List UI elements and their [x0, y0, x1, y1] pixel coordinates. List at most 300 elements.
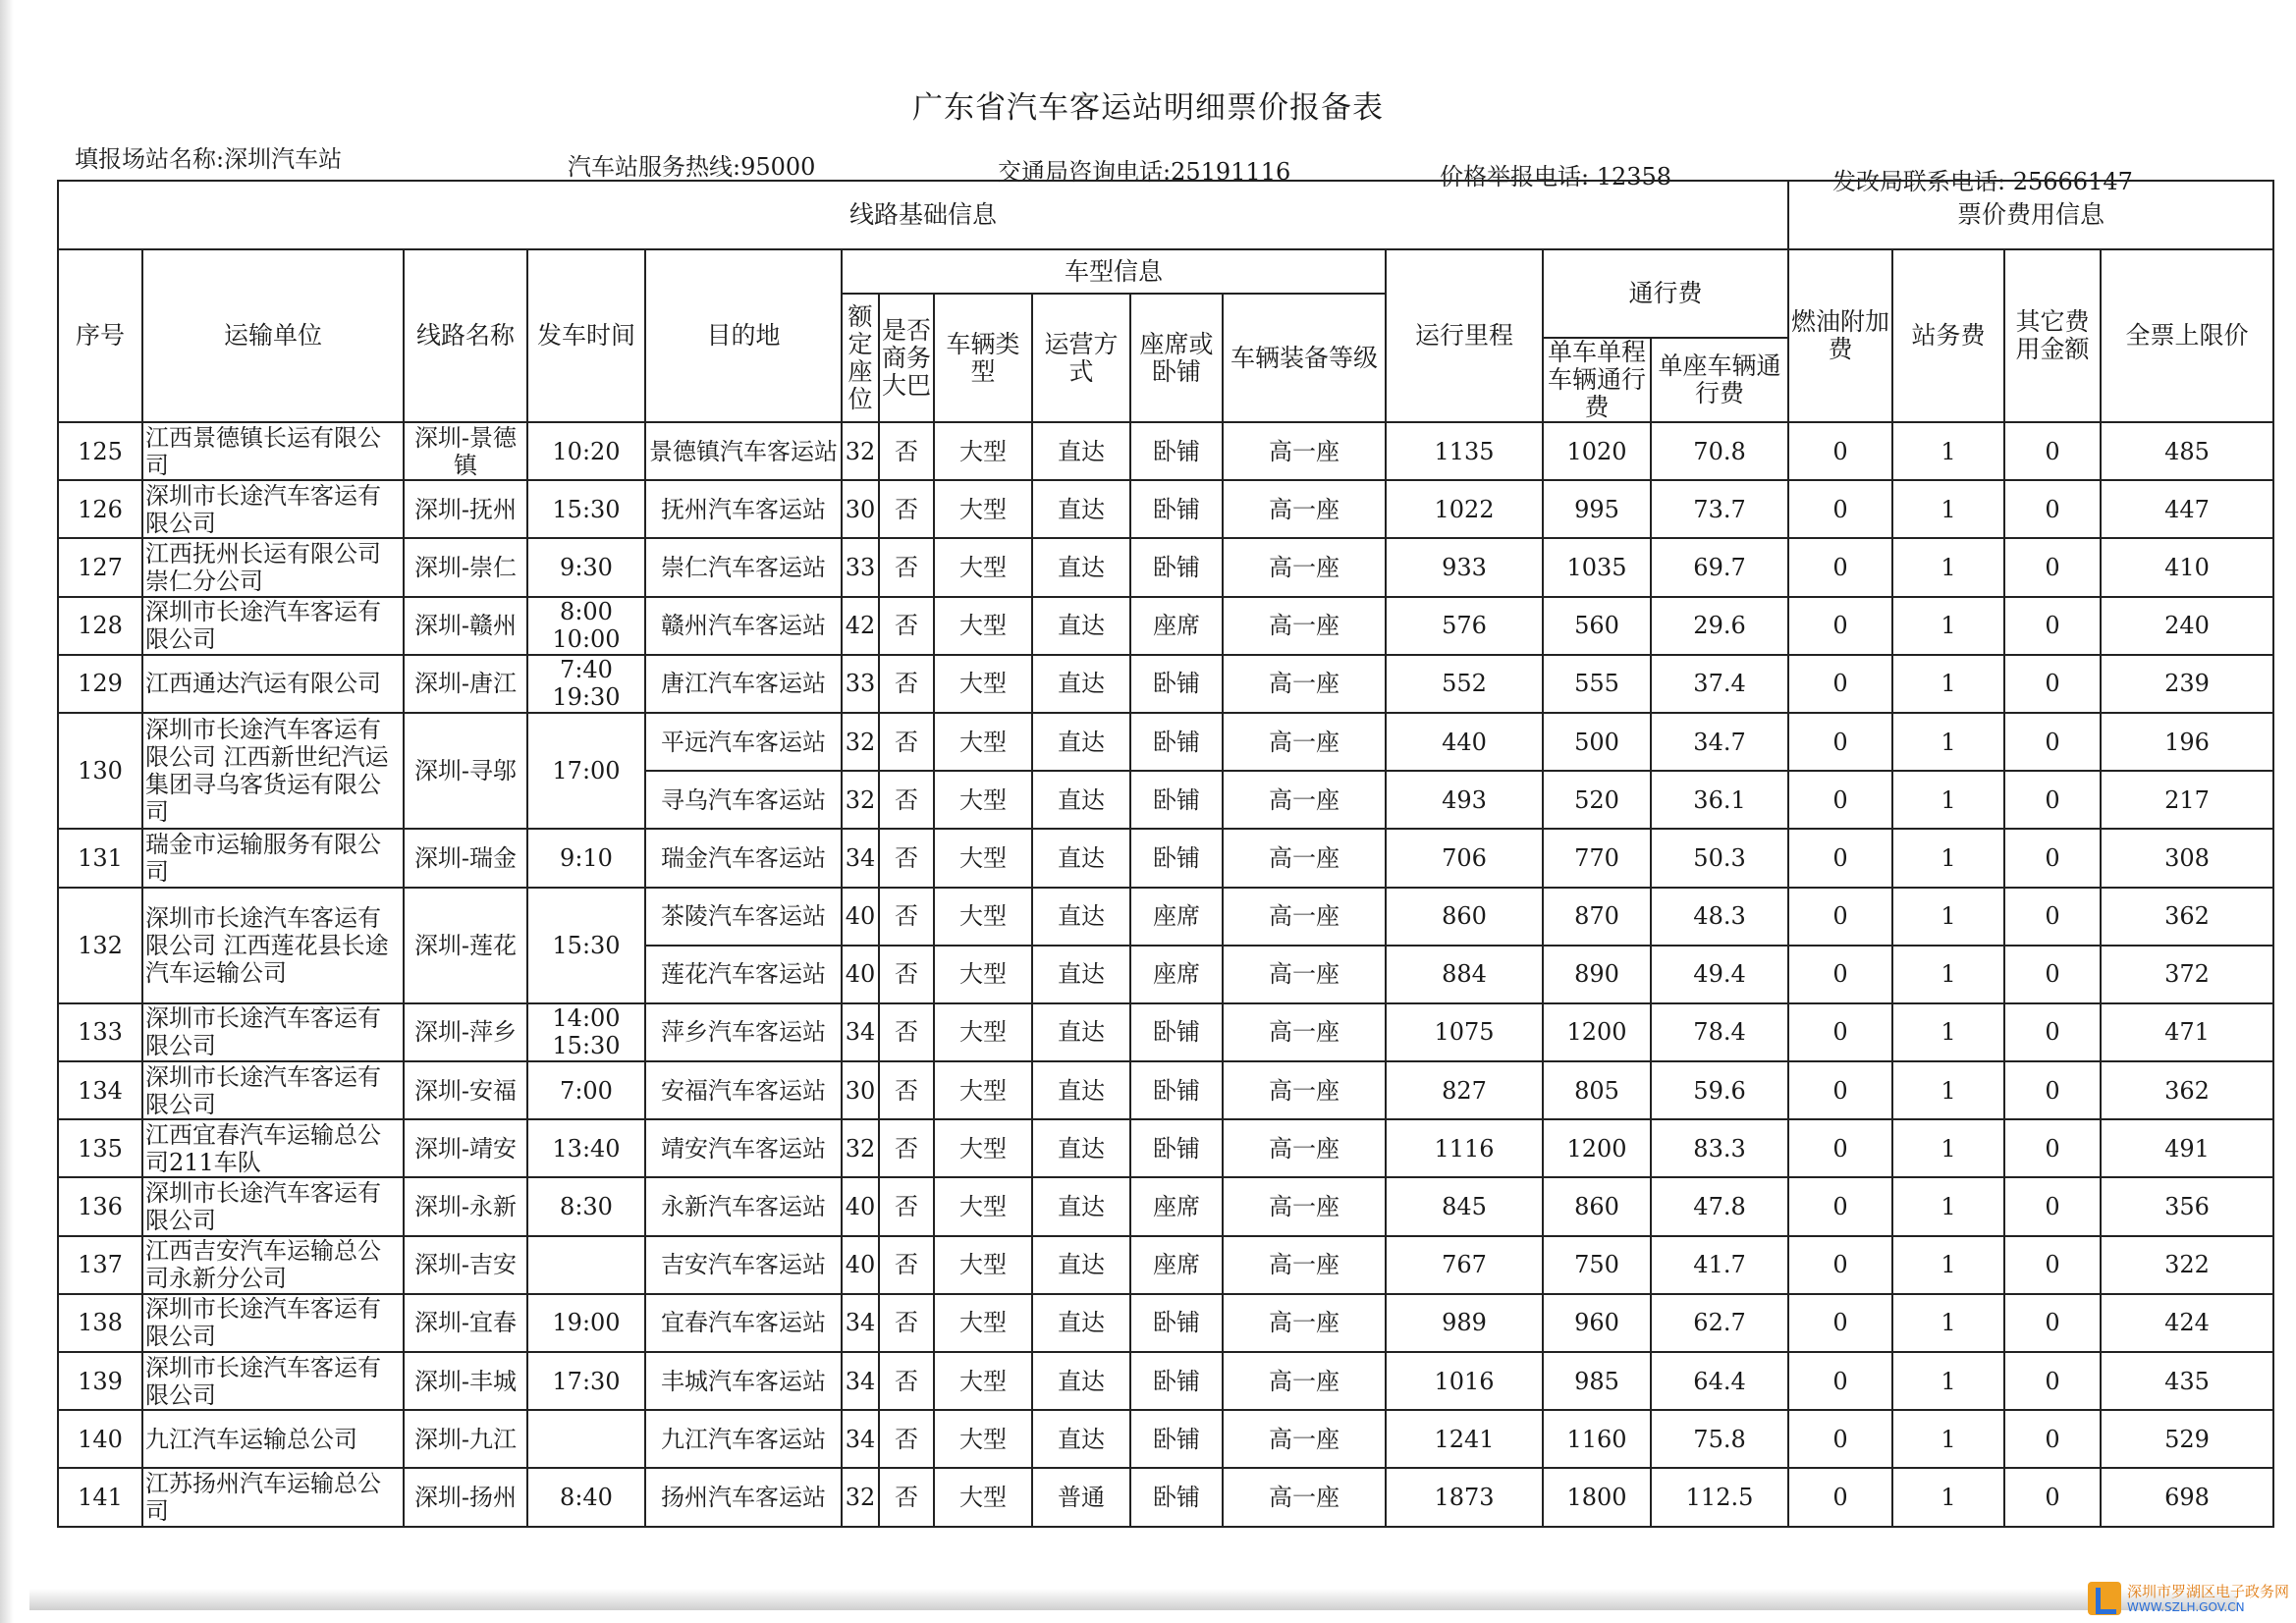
cell-seq: 125	[58, 422, 142, 480]
cell-max-price: 322	[2101, 1236, 2273, 1294]
cell-station-fee: 1	[1892, 655, 2004, 713]
cell-other-fee: 0	[2004, 480, 2101, 538]
station-name: 填报场站名称:深圳汽车站	[75, 145, 343, 173]
cell-fuel-surcharge: 0	[1788, 480, 1892, 538]
cell-mileage: 1016	[1386, 1352, 1543, 1410]
cell-other-fee: 0	[2004, 1119, 2101, 1177]
cell-business: 否	[879, 1177, 934, 1235]
cell-route: 深圳-扬州	[404, 1468, 527, 1526]
cell-vehicle-type: 大型	[934, 713, 1032, 771]
cell-route: 深圳-瑞金	[404, 829, 527, 887]
cell-depart-time: 15:30	[527, 888, 645, 1003]
cell-grade: 高一座	[1223, 1410, 1386, 1468]
cell-max-price: 698	[2101, 1468, 2273, 1526]
cell-unit: 深圳市长途汽车客运有限公司	[142, 1177, 404, 1235]
header-max: 全票上限价	[2101, 249, 2273, 422]
cell-business: 否	[879, 1061, 934, 1119]
cell-business: 否	[879, 1410, 934, 1468]
cell-business: 否	[879, 1352, 934, 1410]
cell-destination: 景德镇汽车客运站	[645, 422, 842, 480]
table-row	[58, 1177, 2273, 1235]
cell-vehicle-type: 大型	[934, 1468, 1032, 1526]
cell-operation-mode: 直达	[1032, 946, 1130, 1003]
header-grade: 车辆装备等级	[1223, 294, 1386, 422]
cell-toll-seat: 112.5	[1651, 1468, 1788, 1526]
cell-mileage: 933	[1386, 538, 1543, 596]
cell-route: 深圳-吉安	[404, 1236, 527, 1294]
cell-vehicle-type: 大型	[934, 538, 1032, 596]
cell-destination: 宜春汽车客运站	[645, 1294, 842, 1352]
cell-fuel-surcharge: 0	[1788, 1468, 1892, 1526]
cell-business: 否	[879, 1468, 934, 1526]
cell-fuel-surcharge: 0	[1788, 1177, 1892, 1235]
cell-toll-single: 985	[1543, 1352, 1651, 1410]
cell-other-fee: 0	[2004, 538, 2101, 596]
cell-operation-mode: 直达	[1032, 1061, 1130, 1119]
cell-seq: 126	[58, 480, 142, 538]
cell-fuel-surcharge: 0	[1788, 1061, 1892, 1119]
cell-grade: 高一座	[1223, 1119, 1386, 1177]
cell-destination: 萍乡汽车客运站	[645, 1003, 842, 1061]
fare-table	[57, 180, 2274, 1528]
cell-toll-single: 995	[1543, 480, 1651, 538]
cell-business: 否	[879, 888, 934, 946]
cell-station-fee: 1	[1892, 946, 2004, 1003]
cell-vehicle-type: 大型	[934, 1119, 1032, 1177]
cell-destination: 平远汽车客运站	[645, 713, 842, 771]
cell-grade: 高一座	[1223, 829, 1386, 887]
cell-max-price: 424	[2101, 1294, 2273, 1352]
cell-route: 深圳-安福	[404, 1061, 527, 1119]
cell-destination: 安福汽车客运站	[645, 1061, 842, 1119]
cell-vehicle-type: 大型	[934, 888, 1032, 946]
cell-station-fee: 1	[1892, 480, 2004, 538]
cell-grade: 高一座	[1223, 771, 1386, 829]
cell-other-fee: 0	[2004, 946, 2101, 1003]
cell-depart-time	[527, 1410, 645, 1468]
cell-other-fee: 0	[2004, 888, 2101, 946]
table-row	[58, 1410, 2273, 1468]
cell-operation-mode: 直达	[1032, 713, 1130, 771]
table-row	[58, 597, 2273, 655]
cell-mileage: 1075	[1386, 1003, 1543, 1061]
header-mileage: 运行里程	[1386, 249, 1543, 422]
cell-operation-mode: 直达	[1032, 1003, 1130, 1061]
cell-station-fee: 1	[1892, 1119, 2004, 1177]
cell-toll-seat: 59.6	[1651, 1061, 1788, 1119]
cell-station-fee: 1	[1892, 888, 2004, 946]
cell-max-price: 362	[2101, 888, 2273, 946]
cell-station-fee: 1	[1892, 1061, 2004, 1119]
header-depart: 发车时间	[527, 249, 645, 422]
cell-operation-mode: 直达	[1032, 597, 1130, 655]
cell-mileage: 767	[1386, 1236, 1543, 1294]
cell-mileage: 1116	[1386, 1119, 1543, 1177]
cell-toll-seat: 83.3	[1651, 1119, 1788, 1177]
cell-operation-mode: 直达	[1032, 1410, 1130, 1468]
cell-grade: 高一座	[1223, 655, 1386, 713]
cell-seat-type: 卧铺	[1130, 1119, 1223, 1177]
header-business: 是否商务大巴	[879, 294, 934, 422]
cell-destination: 抚州汽车客运站	[645, 480, 842, 538]
cell-operation-mode: 直达	[1032, 829, 1130, 887]
cell-mileage: 706	[1386, 829, 1543, 887]
cell-unit: 深圳市长途汽车客运有限公司 江西新世纪汽运集团寻乌客货运有限公司	[142, 713, 404, 829]
cell-max-price: 372	[2101, 946, 2273, 1003]
header-unit: 运输单位	[142, 249, 404, 422]
cell-fuel-surcharge: 0	[1788, 1410, 1892, 1468]
cell-fuel-surcharge: 0	[1788, 597, 1892, 655]
cell-vehicle-type: 大型	[934, 1177, 1032, 1235]
cell-route: 深圳-宜春	[404, 1294, 527, 1352]
header-basic: 线路基础信息	[58, 181, 1788, 249]
cell-vehicle-type: 大型	[934, 1061, 1032, 1119]
cell-seats: 32	[842, 713, 879, 771]
cell-route: 深圳-赣州	[404, 597, 527, 655]
cell-seat-type: 卧铺	[1130, 1003, 1223, 1061]
cell-toll-single: 890	[1543, 946, 1651, 1003]
table-row	[58, 1119, 2273, 1177]
table-row	[58, 655, 2273, 713]
cell-max-price: 410	[2101, 538, 2273, 596]
cell-destination: 扬州汽车客运站	[645, 1468, 842, 1526]
cell-seats: 42	[842, 597, 879, 655]
cell-seq: 135	[58, 1119, 142, 1177]
cell-station-fee: 1	[1892, 1294, 2004, 1352]
cell-mileage: 493	[1386, 771, 1543, 829]
cell-seats: 32	[842, 422, 879, 480]
cell-vehicle-type: 大型	[934, 422, 1032, 480]
cell-mileage: 860	[1386, 888, 1543, 946]
cell-fuel-surcharge: 0	[1788, 422, 1892, 480]
cell-unit: 江苏扬州汽车运输总公司	[142, 1468, 404, 1526]
cell-depart-time: 17:30	[527, 1352, 645, 1410]
cell-toll-single: 500	[1543, 713, 1651, 771]
cell-operation-mode: 直达	[1032, 1119, 1130, 1177]
cell-toll-seat: 64.4	[1651, 1352, 1788, 1410]
cell-max-price: 447	[2101, 480, 2273, 538]
cell-toll-seat: 70.8	[1651, 422, 1788, 480]
cell-fuel-surcharge: 0	[1788, 1003, 1892, 1061]
cell-seats: 32	[842, 1119, 879, 1177]
cell-business: 否	[879, 771, 934, 829]
cell-grade: 高一座	[1223, 888, 1386, 946]
table-row	[58, 480, 2273, 538]
cell-toll-single: 1160	[1543, 1410, 1651, 1468]
cell-unit: 瑞金市运输服务有限公司	[142, 829, 404, 887]
table-row	[58, 1468, 2273, 1526]
cell-seats: 30	[842, 480, 879, 538]
cell-toll-seat: 37.4	[1651, 655, 1788, 713]
cell-grade: 高一座	[1223, 946, 1386, 1003]
cell-business: 否	[879, 1119, 934, 1177]
header-seat-type: 座席或卧铺	[1130, 294, 1223, 422]
cell-operation-mode: 直达	[1032, 538, 1130, 596]
table-row	[58, 1236, 2273, 1294]
cell-grade: 高一座	[1223, 422, 1386, 480]
transport-phone: 交通局咨询电话:25191116	[998, 158, 1291, 186]
cell-mileage: 989	[1386, 1294, 1543, 1352]
cell-depart-time: 8:00 10:00	[527, 597, 645, 655]
service-hotline: 汽车站服务热线:95000	[568, 153, 816, 181]
cell-fuel-surcharge: 0	[1788, 713, 1892, 771]
cell-route: 深圳-丰城	[404, 1352, 527, 1410]
cell-vehicle-type: 大型	[934, 655, 1032, 713]
cell-route: 深圳-唐江	[404, 655, 527, 713]
cell-business: 否	[879, 1294, 934, 1352]
cell-depart-time	[527, 1236, 645, 1294]
cell-toll-single: 1200	[1543, 1003, 1651, 1061]
cell-toll-seat: 50.3	[1651, 829, 1788, 887]
cell-mileage: 1873	[1386, 1468, 1543, 1526]
cell-seq: 140	[58, 1410, 142, 1468]
cell-unit: 江西抚州长运有限公司崇仁分公司	[142, 538, 404, 596]
table-row	[58, 1352, 2273, 1410]
cell-destination: 丰城汽车客运站	[645, 1352, 842, 1410]
cell-depart-time: 7:40 19:30	[527, 655, 645, 713]
table-row	[58, 1294, 2273, 1352]
cell-seats: 32	[842, 1468, 879, 1526]
cell-unit: 深圳市长途汽车客运有限公司	[142, 1061, 404, 1119]
cell-route: 深圳-九江	[404, 1410, 527, 1468]
cell-mileage: 1135	[1386, 422, 1543, 480]
cell-depart-time: 17:00	[527, 713, 645, 829]
cell-fuel-surcharge: 0	[1788, 946, 1892, 1003]
cell-other-fee: 0	[2004, 1061, 2101, 1119]
cell-toll-single: 805	[1543, 1061, 1651, 1119]
cell-toll-single: 1800	[1543, 1468, 1651, 1526]
cell-toll-single: 1020	[1543, 422, 1651, 480]
header-vtype: 车辆类型	[934, 294, 1032, 422]
header-route: 线路名称	[404, 249, 527, 422]
cell-seat-type: 座席	[1130, 597, 1223, 655]
document-title: 广东省汽车客运站明细票价报备表	[912, 90, 1384, 126]
cell-other-fee: 0	[2004, 1294, 2101, 1352]
cell-seat-type: 卧铺	[1130, 771, 1223, 829]
cell-max-price: 217	[2101, 771, 2273, 829]
cell-seat-type: 卧铺	[1130, 1410, 1223, 1468]
cell-station-fee: 1	[1892, 1468, 2004, 1526]
cell-vehicle-type: 大型	[934, 1236, 1032, 1294]
cell-station-fee: 1	[1892, 1352, 2004, 1410]
cell-depart-time: 8:30	[527, 1177, 645, 1235]
cell-seats: 34	[842, 829, 879, 887]
cell-vehicle-type: 大型	[934, 1294, 1032, 1352]
cell-toll-single: 770	[1543, 829, 1651, 887]
cell-fuel-surcharge: 0	[1788, 829, 1892, 887]
cell-operation-mode: 直达	[1032, 1352, 1130, 1410]
cell-route: 深圳-崇仁	[404, 538, 527, 596]
cell-seats: 34	[842, 1294, 879, 1352]
cell-operation-mode: 直达	[1032, 1236, 1130, 1294]
cell-seat-type: 卧铺	[1130, 422, 1223, 480]
cell-seat-type: 座席	[1130, 1177, 1223, 1235]
cell-max-price: 491	[2101, 1119, 2273, 1177]
cell-other-fee: 0	[2004, 771, 2101, 829]
cell-route: 深圳-靖安	[404, 1119, 527, 1177]
cell-seq: 132	[58, 888, 142, 1003]
cell-toll-seat: 41.7	[1651, 1236, 1788, 1294]
cell-unit: 深圳市长途汽车客运有限公司	[142, 1352, 404, 1410]
cell-vehicle-type: 大型	[934, 1352, 1032, 1410]
cell-toll-single: 555	[1543, 655, 1651, 713]
cell-mileage: 552	[1386, 655, 1543, 713]
cell-toll-single: 1200	[1543, 1119, 1651, 1177]
cell-toll-seat: 34.7	[1651, 713, 1788, 771]
cell-seat-type: 卧铺	[1130, 713, 1223, 771]
cell-toll-seat: 36.1	[1651, 771, 1788, 829]
cell-depart-time: 14:00 15:30	[527, 1003, 645, 1061]
cell-max-price: 529	[2101, 1410, 2273, 1468]
cell-vehicle-type: 大型	[934, 480, 1032, 538]
cell-grade: 高一座	[1223, 1352, 1386, 1410]
header-toll: 通行费	[1543, 249, 1788, 338]
cell-operation-mode: 直达	[1032, 1177, 1130, 1235]
cell-grade: 高一座	[1223, 1236, 1386, 1294]
cell-seats: 33	[842, 538, 879, 596]
cell-other-fee: 0	[2004, 829, 2101, 887]
cell-grade: 高一座	[1223, 1177, 1386, 1235]
cell-route: 深圳-永新	[404, 1177, 527, 1235]
cell-toll-single: 960	[1543, 1294, 1651, 1352]
cell-seats: 33	[842, 655, 879, 713]
header-other: 其它费用金额	[2004, 249, 2101, 422]
cell-seats: 40	[842, 946, 879, 1003]
cell-grade: 高一座	[1223, 1468, 1386, 1526]
cell-max-price: 471	[2101, 1003, 2273, 1061]
cell-destination: 莲花汽车客运站	[645, 946, 842, 1003]
cell-destination: 永新汽车客运站	[645, 1177, 842, 1235]
cell-other-fee: 0	[2004, 597, 2101, 655]
cell-other-fee: 0	[2004, 1177, 2101, 1235]
table-row	[58, 1061, 2273, 1119]
cell-business: 否	[879, 597, 934, 655]
header-station-fee: 站务费	[1892, 249, 2004, 422]
header-seq: 序号	[58, 249, 142, 422]
cell-seq: 139	[58, 1352, 142, 1410]
header-toll-seat: 单座车辆通行费	[1651, 338, 1788, 422]
cell-station-fee: 1	[1892, 1236, 2004, 1294]
cell-unit: 深圳市长途汽车客运有限公司 江西莲花县长途汽车运输公司	[142, 888, 404, 1003]
cell-station-fee: 1	[1892, 597, 2004, 655]
cell-grade: 高一座	[1223, 597, 1386, 655]
cell-toll-single: 560	[1543, 597, 1651, 655]
cell-seat-type: 卧铺	[1130, 480, 1223, 538]
cell-business: 否	[879, 713, 934, 771]
cell-unit: 深圳市长途汽车客运有限公司	[142, 480, 404, 538]
table-row	[58, 888, 2273, 946]
price-report-phone: 价格举报电话: 12358	[1440, 163, 1672, 190]
cell-seats: 34	[842, 1352, 879, 1410]
cell-destination: 茶陵汽车客运站	[645, 888, 842, 946]
cell-toll-seat: 47.8	[1651, 1177, 1788, 1235]
cell-toll-single: 870	[1543, 888, 1651, 946]
header-dest: 目的地	[645, 249, 842, 422]
header-seats: 额定座位	[842, 294, 879, 422]
cell-business: 否	[879, 422, 934, 480]
cell-business: 否	[879, 655, 934, 713]
cell-max-price: 196	[2101, 713, 2273, 771]
cell-fuel-surcharge: 0	[1788, 1352, 1892, 1410]
cell-vehicle-type: 大型	[934, 1410, 1032, 1468]
ndrc-phone: 发改局联系电话: 25666147	[1832, 168, 2133, 195]
cell-toll-seat: 73.7	[1651, 480, 1788, 538]
cell-depart-time: 10:20	[527, 422, 645, 480]
cell-seat-type: 座席	[1130, 946, 1223, 1003]
cell-seat-type: 卧铺	[1130, 538, 1223, 596]
watermark-logo-icon	[2088, 1582, 2121, 1615]
cell-depart-time: 15:30	[527, 480, 645, 538]
cell-max-price: 362	[2101, 1061, 2273, 1119]
cell-toll-seat: 48.3	[1651, 888, 1788, 946]
cell-station-fee: 1	[1892, 538, 2004, 596]
cell-max-price: 485	[2101, 422, 2273, 480]
cell-other-fee: 0	[2004, 422, 2101, 480]
cell-depart-time: 13:40	[527, 1119, 645, 1177]
cell-destination: 崇仁汽车客运站	[645, 538, 842, 596]
cell-fuel-surcharge: 0	[1788, 1236, 1892, 1294]
cell-other-fee: 0	[2004, 1468, 2101, 1526]
cell-seat-type: 卧铺	[1130, 1468, 1223, 1526]
cell-toll-seat: 62.7	[1651, 1294, 1788, 1352]
cell-depart-time: 9:30	[527, 538, 645, 596]
cell-vehicle-type: 大型	[934, 946, 1032, 1003]
cell-other-fee: 0	[2004, 1236, 2101, 1294]
cell-operation-mode: 直达	[1032, 422, 1130, 480]
scan-edge-left	[0, 0, 14, 1623]
cell-fuel-surcharge: 0	[1788, 1294, 1892, 1352]
cell-seq: 133	[58, 1003, 142, 1061]
cell-toll-seat: 75.8	[1651, 1410, 1788, 1468]
watermark-line1: 深圳市罗湖区电子政务网	[2127, 1583, 2290, 1600]
cell-fuel-surcharge: 0	[1788, 771, 1892, 829]
cell-unit: 深圳市长途汽车客运有限公司	[142, 1003, 404, 1061]
cell-other-fee: 0	[2004, 1003, 2101, 1061]
cell-destination: 九江汽车客运站	[645, 1410, 842, 1468]
cell-other-fee: 0	[2004, 1410, 2101, 1468]
cell-grade: 高一座	[1223, 538, 1386, 596]
cell-seq: 129	[58, 655, 142, 713]
cell-seq: 134	[58, 1061, 142, 1119]
cell-toll-single: 1035	[1543, 538, 1651, 596]
table-row	[58, 422, 2273, 480]
cell-unit: 江西景德镇长运有限公司	[142, 422, 404, 480]
cell-max-price: 435	[2101, 1352, 2273, 1410]
cell-seq: 131	[58, 829, 142, 887]
cell-mileage: 1022	[1386, 480, 1543, 538]
cell-grade: 高一座	[1223, 1061, 1386, 1119]
cell-business: 否	[879, 946, 934, 1003]
cell-route: 深圳-抚州	[404, 480, 527, 538]
watermark	[2088, 1580, 2290, 1619]
cell-seats: 40	[842, 1177, 879, 1235]
cell-station-fee: 1	[1892, 1410, 2004, 1468]
cell-station-fee: 1	[1892, 713, 2004, 771]
cell-operation-mode: 直达	[1032, 771, 1130, 829]
cell-route: 深圳-寻邬	[404, 713, 527, 829]
header-vehicle: 车型信息	[842, 249, 1386, 294]
cell-depart-time: 9:10	[527, 829, 645, 887]
header-toll-single: 单车单程车辆通行费	[1543, 338, 1651, 422]
cell-toll-single: 860	[1543, 1177, 1651, 1235]
cell-mileage: 1241	[1386, 1410, 1543, 1468]
cell-seat-type: 卧铺	[1130, 1352, 1223, 1410]
header-mode: 运营方式	[1032, 294, 1130, 422]
cell-toll-seat: 78.4	[1651, 1003, 1788, 1061]
cell-max-price: 308	[2101, 829, 2273, 887]
cell-station-fee: 1	[1892, 771, 2004, 829]
cell-mileage: 884	[1386, 946, 1543, 1003]
